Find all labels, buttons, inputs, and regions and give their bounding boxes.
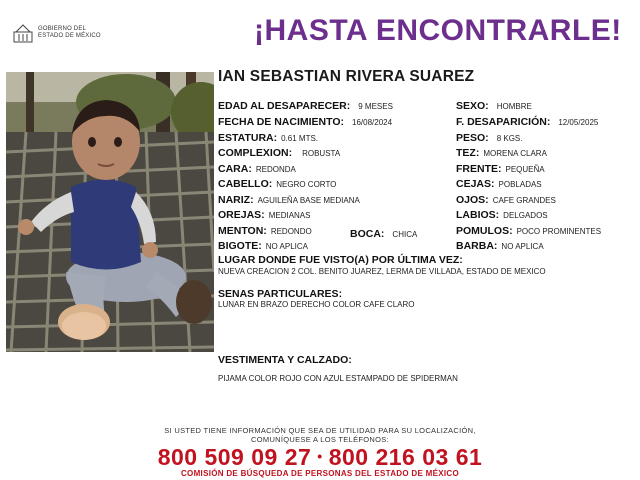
label: SEXO: [456, 100, 489, 112]
headline: ¡HASTA ENCONTRARLE! [254, 14, 622, 47]
label: ESTATURA: [218, 132, 278, 144]
value: REDONDO [270, 227, 312, 236]
label: CABELLO: [218, 178, 273, 190]
clothing-value: PIJAMA COLOR ROJO CON AZUL ESTAMPADO DE SPIDERMAN [218, 374, 458, 383]
info-notice-line-1: SI USTED TIENE INFORMACIÓN QUE SEA DE UTILIDAD PARA SU LOCALIZACIÓN, [164, 426, 476, 435]
value: 16/08/2024 [352, 118, 393, 127]
phone-separator: • [317, 448, 323, 464]
distinguishing-marks-label: SENAS PARTICULARES: [218, 288, 343, 300]
label: BOCA: [350, 228, 385, 240]
label: FRENTE: [456, 163, 502, 175]
label: TEZ: [456, 147, 480, 159]
value: MEDIANAS [268, 211, 311, 220]
value: DELGADOS [503, 211, 548, 220]
government-logo [12, 22, 101, 44]
last-seen-value: NUEVA CREACION 2 COL. BENITO JUAREZ, LERMA DE VILLADA, ESTADO DE MEXICO [218, 267, 546, 276]
field-boca [350, 224, 417, 242]
value: NO APLICA [501, 242, 544, 251]
value: REDONDA [255, 165, 296, 174]
label: EDAD AL DESAPARECER: [218, 100, 351, 112]
label: OREJAS: [218, 209, 265, 221]
value: 0.61 MTS. [281, 134, 319, 143]
phone-numbers [0, 444, 640, 471]
value: NEGRO CORTO [276, 180, 337, 189]
phone-1[interactable]: 800 509 09 27 [157, 444, 312, 470]
value: NO APLICA [265, 242, 308, 251]
value: ROBUSTA [302, 149, 341, 158]
state-seal-icon [12, 22, 34, 44]
label: PESO: [456, 132, 489, 144]
last-seen-label: LUGAR DONDE FUE VISTO(A) POR ÚLTIMA VEZ: [218, 254, 463, 266]
missing-person-photo [6, 72, 214, 352]
label: MENTON: [218, 225, 267, 237]
value: AGUILEÑA BASE MEDIANA [257, 196, 360, 205]
value: POCO PROMINENTES [516, 227, 602, 236]
label: FECHA DE NACIMIENTO: [218, 116, 344, 128]
field-bigote [218, 236, 308, 254]
label: BIGOTE: [218, 240, 262, 252]
value: CHICA [392, 230, 418, 239]
label: POMULOS: [456, 225, 513, 237]
government-name [38, 26, 101, 40]
field-barba [456, 236, 544, 254]
label: NARIZ: [218, 194, 254, 206]
label: CEJAS: [456, 178, 495, 190]
value: HOMBRE [496, 102, 532, 111]
gov-line-1: GOBIERNO DEL [38, 26, 87, 32]
clothing-label: VESTIMENTA Y CALZADO: [218, 354, 352, 366]
label: CARA: [218, 163, 252, 175]
label: OJOS: [456, 194, 489, 206]
label: BARBA: [456, 240, 498, 252]
distinguishing-marks-value: LUNAR EN BRAZO DERECHO COLOR CAFE CLARO [218, 300, 415, 309]
info-notice-line-2: COMUNÍQUESE A LOS TELÉFONOS: [251, 435, 389, 444]
value: PEQUEÑA [505, 165, 545, 174]
value: 12/05/2025 [558, 118, 599, 127]
commission-name: COMISIÓN DE BÚSQUEDA DE PERSONAS DEL ESTADO DE MÉXICO [180, 469, 459, 478]
person-name: IAN SEBASTIAN RIVERA SUAREZ [218, 68, 475, 85]
value: POBLADAS [498, 180, 542, 189]
value: CAFE GRANDES [492, 196, 556, 205]
value: 8 KGS. [496, 134, 523, 143]
label: F. DESAPARICIÓN: [456, 116, 551, 128]
label: LABIOS: [456, 209, 500, 221]
value: 9 MESES [358, 102, 393, 111]
label: COMPLEXION: [218, 147, 293, 159]
gov-line-2: ESTADO DE MÉXICO [38, 33, 101, 39]
value: MORENA CLARA [483, 149, 547, 158]
phone-2[interactable]: 800 216 03 61 [328, 444, 483, 470]
